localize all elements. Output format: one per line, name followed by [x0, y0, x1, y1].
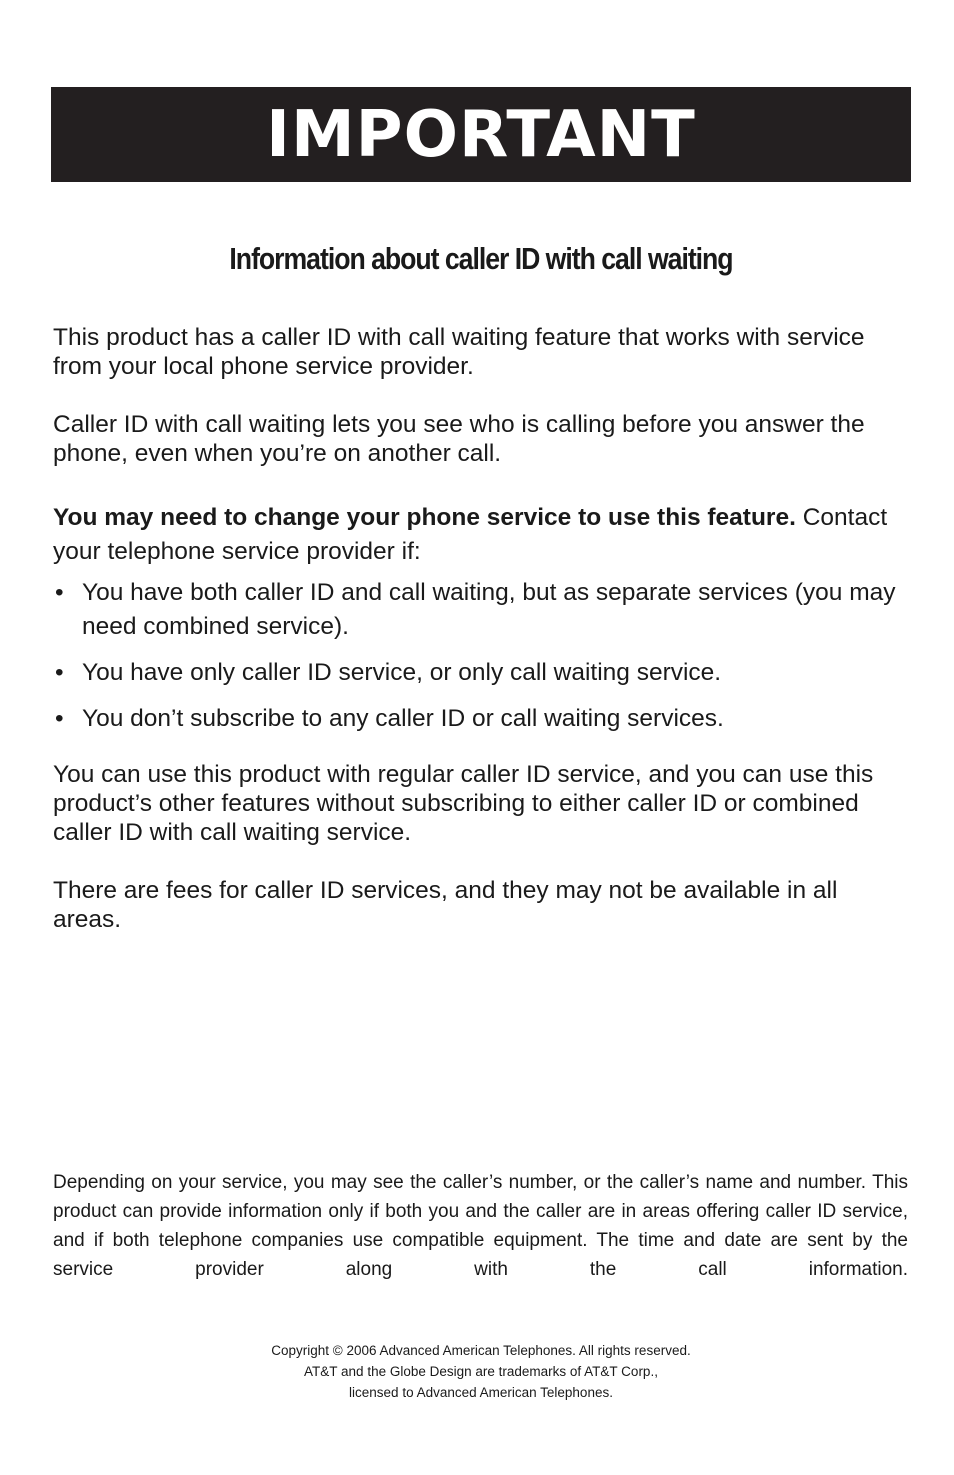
- list-item: [53, 656, 911, 690]
- conditions-list: [53, 576, 911, 748]
- bullet-marker: •: [55, 705, 64, 732]
- bullet-marker: •: [55, 659, 64, 686]
- license-line: licensed to Advanced American Telephones.: [349, 1385, 613, 1400]
- copyright-line: Copyright © 2006 Advanced American Telephones. All rights reserved.: [271, 1343, 691, 1358]
- regular-service-paragraph: You can use this product with regular caller ID service, and you can use this product’s other features without subscribing to either caller ID or combined caller ID with call waiting service.: [53, 761, 874, 846]
- fine-print: Depending on your service, you may see the caller’s number, or the caller’s name and number. This product can provide information only if both you and the caller are in areas offering caller ID service, and if both telephone companies use compatible equipment. The time and date are sent by the service provider along with the call information.: [53, 1172, 908, 1280]
- notice-bold-text: You may need to change your phone service to use this feature.: [53, 504, 796, 531]
- copyright-block: [51, 1340, 911, 1403]
- list-item-text: You have both caller ID and call waiting, but as separate services (you may need combined service).: [82, 579, 896, 640]
- intro-paragraph: This product has a caller ID with call waiting feature that works with service from your local phone service provider.: [53, 324, 865, 380]
- list-item: [53, 702, 911, 736]
- important-banner: [51, 87, 911, 182]
- explain-paragraph: Caller ID with call waiting lets you see who is calling before you answer the phone, even when you’re on another call.: [53, 411, 865, 467]
- bullet-marker: •: [55, 579, 64, 606]
- banner-title: IMPORTANT: [266, 97, 696, 172]
- list-item: [53, 576, 911, 644]
- fees-paragraph: There are fees for caller ID services, and they may not be available in all areas.: [53, 877, 838, 933]
- page-subtitle: Information about caller ID with call waiting: [229, 241, 733, 276]
- trademark-line: AT&T and the Globe Design are trademarks of AT&T Corp.,: [304, 1364, 658, 1379]
- notice-rest-text: Contact your telephone service provider if:: [53, 504, 888, 565]
- list-item-text: You have only caller ID service, or only call waiting service.: [82, 659, 722, 686]
- notice-paragraph: [53, 501, 911, 569]
- list-item-text: You don’t subscribe to any caller ID or call waiting services.: [82, 705, 724, 732]
